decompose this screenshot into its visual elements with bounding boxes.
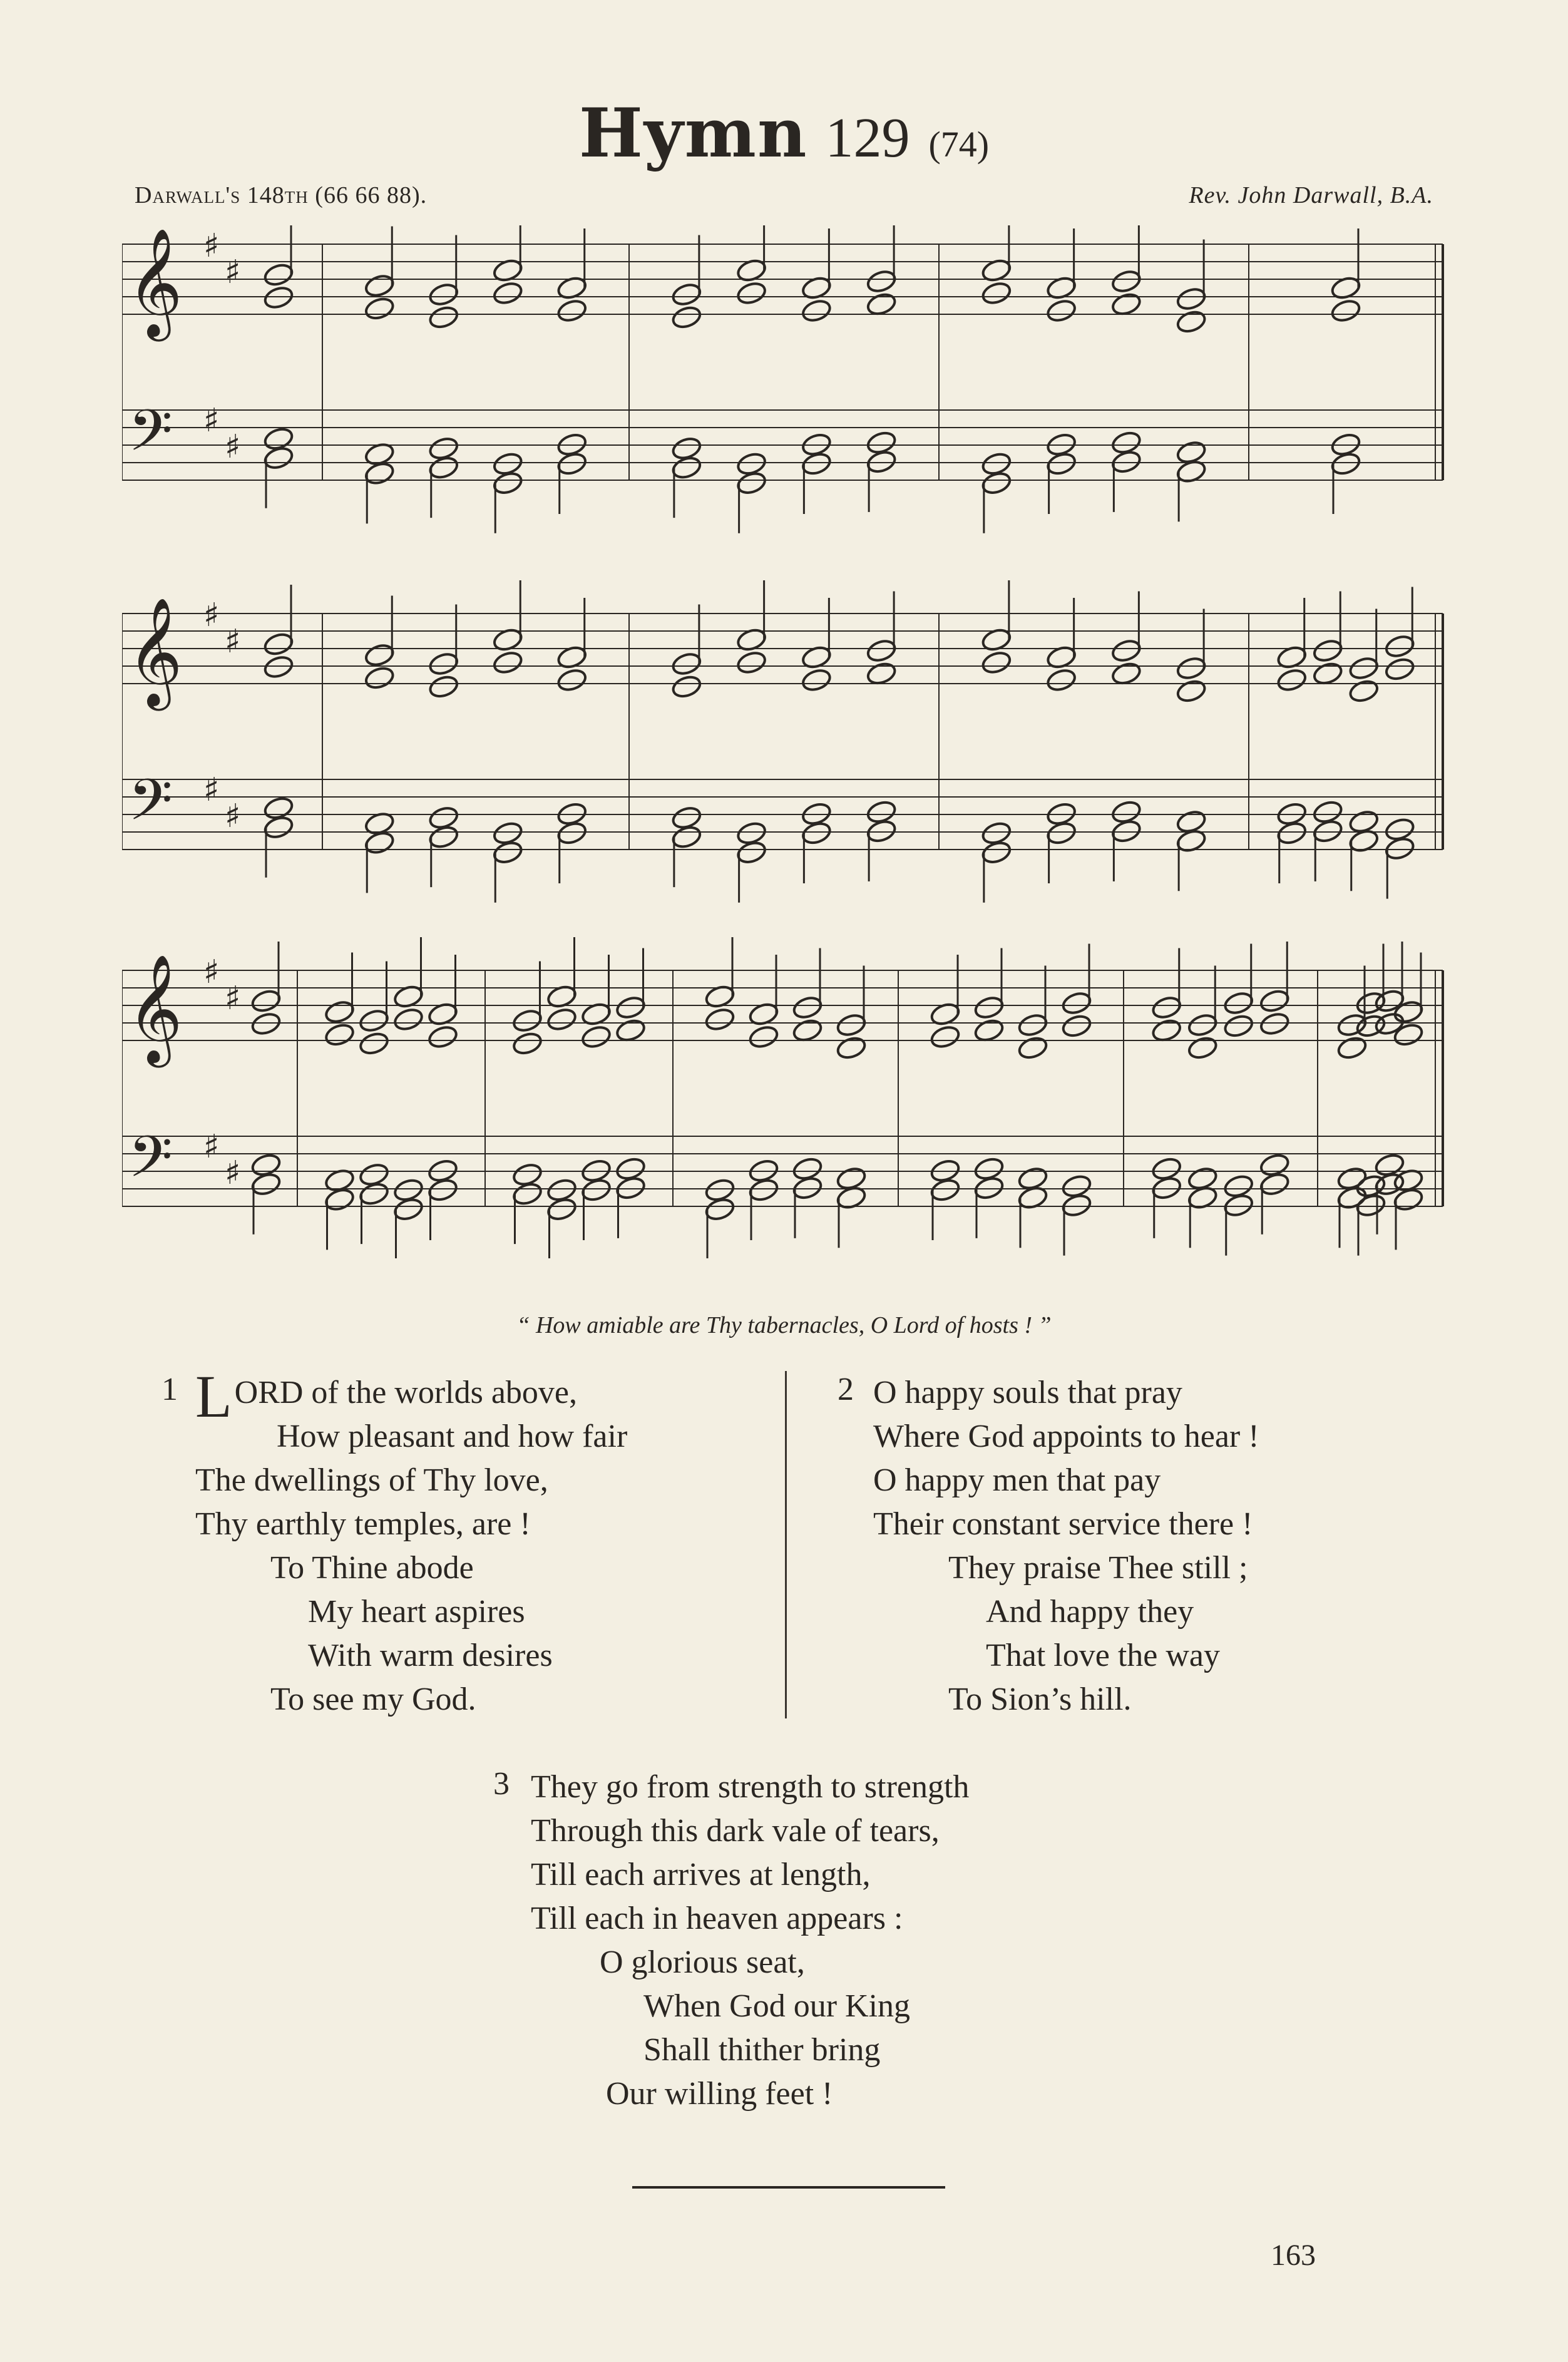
note-head [428, 651, 459, 677]
note-head [392, 1007, 424, 1032]
note-head [1355, 1193, 1387, 1218]
sharp-icon: ♯ [203, 227, 220, 265]
note-head [704, 1196, 736, 1222]
verse-line: Till each in heaven appears : [531, 1901, 903, 1936]
note-head [263, 262, 295, 287]
verse-line: That love the way [986, 1638, 1220, 1673]
note-head [580, 1177, 612, 1203]
treble-clef-icon: 𝄞 [127, 597, 183, 706]
note-head [250, 988, 282, 1014]
note-head [615, 1017, 647, 1043]
note-head [1276, 820, 1308, 846]
note-head [801, 820, 833, 846]
note-head [1330, 451, 1362, 476]
note-head [492, 470, 524, 496]
verse-line: Their constant service there ! [873, 1506, 1253, 1542]
note-head [492, 650, 524, 675]
note-head [1384, 634, 1416, 659]
composer-credit: Rev. John Darwall, B.A. [1189, 182, 1433, 208]
note-head [670, 304, 702, 330]
note-head [1222, 990, 1254, 1016]
note-head [1187, 1035, 1219, 1060]
note-head [670, 282, 702, 307]
note-head [392, 1196, 424, 1222]
note-head [866, 269, 898, 294]
note-head [1222, 1193, 1254, 1218]
note-head [792, 1175, 824, 1201]
note-head [428, 304, 459, 330]
page-number: 163 [1271, 2239, 1316, 2272]
note-head [1187, 1012, 1219, 1038]
note-head [358, 1008, 390, 1034]
note-head [263, 631, 295, 657]
hymn-title [0, 94, 1568, 173]
sharp-icon: ♯ [203, 953, 220, 991]
note-head [980, 280, 1012, 306]
verse-line: They go from strength to strength [531, 1769, 970, 1805]
note-head [1110, 660, 1142, 686]
verse-number: 2 [838, 1372, 854, 1407]
note-head [1393, 1022, 1425, 1047]
note-head [1176, 678, 1207, 704]
note-head [428, 282, 459, 307]
note-head [1312, 818, 1344, 844]
note-head [1176, 309, 1207, 334]
sharp-icon: ♯ [225, 1154, 241, 1192]
verse-line: Thy earthly temples, are ! [195, 1506, 531, 1542]
note-head [428, 454, 459, 480]
note-head [1110, 638, 1142, 664]
verse-line: When God our King [643, 1988, 911, 2024]
music-score [122, 225, 1462, 1258]
column-divider [785, 1371, 787, 1718]
verse-line: To Thine abode [270, 1550, 474, 1586]
note-head [670, 824, 702, 850]
note-head [1045, 451, 1077, 476]
note-head [263, 445, 295, 471]
note-head [556, 820, 588, 846]
note-head [866, 449, 898, 475]
note-head [1384, 836, 1416, 861]
note-head [866, 660, 898, 686]
note-head [980, 470, 1012, 496]
bass-clef-icon: 𝄢 [128, 1124, 173, 1204]
sharp-icon: ♯ [203, 1128, 220, 1166]
note-head [511, 1181, 543, 1206]
verse-line: And happy they [986, 1594, 1194, 1630]
note-head [748, 1177, 780, 1203]
note-head [556, 451, 588, 476]
verse-number: 3 [493, 1766, 510, 1802]
note-head [1222, 1013, 1254, 1039]
bass-clef-icon: 𝄢 [128, 767, 173, 847]
note-head [556, 298, 588, 324]
note-head [735, 840, 767, 865]
note-head [1393, 999, 1425, 1025]
bass-clef-icon: 𝄢 [128, 398, 173, 478]
note-head [250, 1171, 282, 1197]
note-head [836, 1012, 868, 1038]
verse-line: Till each arrives at length, [531, 1857, 871, 1892]
note-head [1110, 449, 1142, 475]
note-head [1259, 1171, 1291, 1197]
note-head [930, 1177, 961, 1203]
note-head [1017, 1035, 1049, 1060]
verse-line: My heart aspires [308, 1594, 525, 1630]
note-head [263, 814, 295, 840]
note-head [492, 280, 524, 306]
note-head [364, 665, 396, 691]
note-head [1330, 298, 1362, 324]
verse-line-text: ORD of the worlds above, [234, 1375, 577, 1410]
note-head [546, 1196, 578, 1222]
note-head [1045, 820, 1077, 846]
note-head [1150, 995, 1182, 1020]
note-head [704, 1007, 736, 1032]
hymn-number: 129 [825, 107, 910, 169]
original-number: (74) [928, 124, 990, 165]
verse-line: O glorious seat, [600, 1944, 805, 1980]
verse-line: Where God appoints to hear ! [873, 1419, 1259, 1454]
note-head [556, 667, 588, 693]
sharp-icon: ♯ [225, 428, 241, 466]
note-head [1150, 1175, 1182, 1201]
note-head [792, 995, 824, 1020]
note-head [1312, 660, 1344, 686]
note-head [1110, 269, 1142, 294]
note-head [1061, 990, 1093, 1016]
note-head [364, 461, 396, 486]
note-head [511, 1008, 543, 1034]
note-head [670, 454, 702, 480]
verse-number: 1 [161, 1372, 178, 1407]
note-head [580, 1024, 612, 1050]
note-head [866, 818, 898, 844]
note-head [866, 291, 898, 317]
note-head [980, 840, 1012, 865]
note-head [263, 654, 295, 680]
note-head [792, 1017, 824, 1043]
sharp-icon: ♯ [203, 771, 220, 809]
sharp-icon: ♯ [225, 980, 241, 1017]
sharp-icon: ♯ [225, 798, 241, 835]
note-head [973, 1017, 1005, 1043]
note-head [866, 638, 898, 664]
verse-line: The dwellings of Thy love, [195, 1462, 548, 1498]
note-head [735, 470, 767, 496]
verse-line: Through this dark vale of tears, [531, 1813, 940, 1849]
sharp-icon: ♯ [203, 402, 220, 439]
note-head [1110, 291, 1142, 317]
note-head [250, 1011, 282, 1037]
verse-line [195, 1363, 627, 1430]
end-rule [632, 2186, 945, 2189]
note-head [735, 280, 767, 306]
sharp-icon: ♯ [225, 623, 241, 660]
sharp-icon: ♯ [225, 254, 241, 291]
drop-capital: L [195, 1363, 232, 1430]
note-head [1348, 655, 1380, 681]
note-head [358, 1181, 390, 1206]
note-head [973, 995, 1005, 1020]
note-head [324, 999, 356, 1025]
note-head [1045, 298, 1077, 324]
note-head [735, 650, 767, 675]
note-head [615, 1175, 647, 1201]
verse-line: O happy souls that pray [873, 1375, 1182, 1410]
note-head [1061, 1193, 1093, 1218]
verse-line: To Sion’s hill. [948, 1682, 1132, 1717]
note-head [1348, 678, 1380, 704]
note-head [1276, 667, 1308, 693]
verse-line: Shall thither bring [643, 2032, 881, 2068]
note-head [615, 995, 647, 1020]
verse-line: How pleasant and how fair [277, 1419, 628, 1454]
note-head [427, 1177, 459, 1203]
note-head [801, 451, 833, 476]
treble-clef-icon: 𝄞 [127, 954, 183, 1063]
note-head [1176, 655, 1207, 681]
note-head [1312, 638, 1344, 664]
note-head [801, 298, 833, 324]
note-head [358, 1030, 390, 1056]
epigraph: “ How amiable are Thy tabernacles, O Lord of hosts ! ” [516, 1312, 1052, 1338]
note-head [364, 830, 396, 856]
note-head [511, 1030, 543, 1056]
note-head [1384, 656, 1416, 682]
note-head [1061, 1013, 1093, 1039]
note-head [980, 650, 1012, 675]
note-head [801, 667, 833, 693]
note-head [428, 674, 459, 699]
verse-line: O happy men that pay [873, 1462, 1161, 1498]
note-head [973, 1175, 1005, 1201]
note-head [324, 1187, 356, 1213]
note-head [748, 1024, 780, 1050]
note-head [492, 840, 524, 865]
note-head [1150, 1017, 1182, 1043]
note-head [1259, 988, 1291, 1014]
verse-line: They praise Thee still ; [948, 1550, 1248, 1586]
note-head [1176, 286, 1207, 312]
note-head [324, 1022, 356, 1047]
note-head [364, 273, 396, 299]
note-head [670, 674, 702, 699]
verse-1 [195, 1363, 628, 1722]
note-head [546, 1007, 578, 1032]
hymn-word: Hymn [578, 94, 808, 173]
note-head [1336, 1035, 1368, 1060]
note-head [427, 1024, 459, 1050]
note-head [1017, 1012, 1049, 1038]
verse-3 [531, 1765, 969, 2116]
treble-clef-icon: 𝄞 [127, 228, 183, 337]
verse-line: With warm desires [308, 1638, 553, 1673]
note-head [364, 642, 396, 668]
note-head [836, 1035, 868, 1060]
sharp-icon: ♯ [203, 597, 220, 634]
note-head [670, 651, 702, 677]
verse-2 [873, 1371, 1259, 1722]
note-head [1110, 818, 1142, 844]
note-head [428, 824, 459, 850]
note-head [263, 285, 295, 311]
note-head [1259, 1011, 1291, 1037]
verse-line: Our willing feet ! [606, 2076, 833, 2112]
tune-name: Darwall's 148th (66 66 88). [135, 182, 428, 208]
note-head [364, 295, 396, 321]
verse-line: To see my God. [270, 1682, 476, 1717]
note-head [1045, 667, 1077, 693]
note-head [930, 1024, 961, 1050]
